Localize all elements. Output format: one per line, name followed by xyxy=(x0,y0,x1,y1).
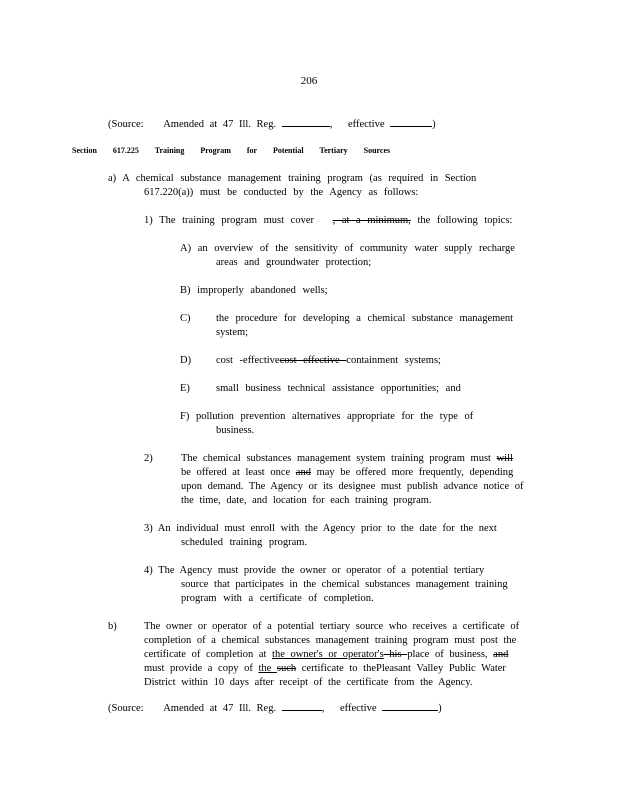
item-1 xyxy=(144,214,512,228)
source-prefix: (Source: xyxy=(108,703,144,714)
item-1-deleted: , at a minimum, xyxy=(332,215,411,226)
source-text: Amended at 47 Ill. Reg. xyxy=(163,703,277,714)
source-prefix: (Source: xyxy=(108,119,144,130)
para-b-line3 xyxy=(144,648,508,662)
item-D-new-text: cost -effective xyxy=(216,355,280,366)
item-B: B) improperly abandoned wells; xyxy=(180,285,328,296)
item-4-line3: program with a certificate of completion. xyxy=(181,593,374,604)
effective-blank xyxy=(382,700,438,711)
item-F-line2: business. xyxy=(216,425,255,436)
item-4-line2: source that participates in the chemical substances management training xyxy=(181,579,508,590)
para-b-deleted-and: and xyxy=(493,649,509,660)
source-note-bottom: (Source: Amended at 47 Ill. Reg. , effective ) xyxy=(108,700,442,716)
item-D-text: containment systems; xyxy=(346,355,441,366)
item-2-line3: upon demand. The Agency or its designee must publish advance notice of xyxy=(181,481,524,492)
item-A-line2: areas and groundwater protection; xyxy=(216,257,372,268)
item-2-deleted-and: and xyxy=(295,467,311,478)
source-effective: effective xyxy=(347,119,385,130)
item-C-line1: the procedure for developing a chemical substance management xyxy=(216,313,514,324)
item-2-text: may be offered more frequently, depending xyxy=(310,467,514,478)
item-A-line1: A) an overview of the sensitivity of community water supply recharge xyxy=(180,243,515,254)
para-b-inserted: the owner's or operator's xyxy=(272,649,384,660)
item-E: small business technical assistance opportunities; and xyxy=(216,383,461,394)
source-close: ) xyxy=(438,703,442,714)
item-2-line4: the time, date, and location for each training program. xyxy=(181,495,432,506)
item-4-line1: 4) The Agency must provide the owner or operator of a potential tertiary xyxy=(144,565,485,576)
source-note-top: (Source: Amended at 47 Ill. Reg. , effective ) xyxy=(108,116,436,132)
item-D xyxy=(216,354,441,368)
item-D-label: D) xyxy=(180,355,192,366)
source-text: Amended at 47 Ill. Reg. xyxy=(163,119,277,130)
para-b-line5: District within 10 days after receipt of the certificate from the Agency. xyxy=(144,677,473,688)
reg-blank xyxy=(282,700,322,711)
item-3-line1: 3) An individual must enroll with the Agency prior to the date for the next xyxy=(144,523,497,534)
para-b-text: certificate of completion at xyxy=(144,649,273,660)
item-2-label: 2) xyxy=(144,453,153,464)
source-close: ) xyxy=(432,119,436,130)
item-2-text: The chemical substances management system training program must xyxy=(181,453,497,464)
item-F-line1: F) pollution prevention alternatives appropriate for the type of xyxy=(180,411,474,422)
para-b-inserted-the: the xyxy=(258,663,277,674)
effective-blank xyxy=(390,116,432,127)
para-b-deleted-such: such xyxy=(276,663,297,674)
item-3-line2: scheduled training program. xyxy=(181,537,308,548)
section-heading: Section 617.225 Training Program for Potential Tertiary Sources xyxy=(72,146,391,155)
item-1-text: 1) The training program must cover xyxy=(144,215,314,226)
item-2-text: be offered at least once xyxy=(181,467,296,478)
page-number: 206 xyxy=(300,75,318,87)
para-a-line1: a) A chemical substance management training program (as required in Section xyxy=(108,173,477,184)
item-C-line2: system; xyxy=(216,327,249,338)
para-b-line4 xyxy=(144,662,506,676)
para-b-line1: The owner or operator of a potential tertiary source who receives a certificate of xyxy=(144,621,520,632)
para-b-text: place of business, xyxy=(407,649,494,660)
item-1-text-end: the following topics: xyxy=(410,215,513,226)
item-2-line2 xyxy=(181,466,513,480)
para-b-text: must provide a copy of xyxy=(144,663,259,674)
reg-blank xyxy=(282,116,330,127)
para-b-line2: completion of a chemical substances management training program must post the xyxy=(144,635,517,646)
item-2-deleted: will xyxy=(496,453,513,464)
para-a-line2: 617.220(a)) must be conducted by the Agency as follows: xyxy=(144,187,419,198)
item-C-label: C) xyxy=(180,313,191,324)
item-E-label: E) xyxy=(180,383,190,394)
para-b-deleted-his: his xyxy=(383,649,408,660)
para-b-label: b) xyxy=(108,621,117,632)
item-2-line1 xyxy=(181,452,513,466)
item-D-deleted: cost effective xyxy=(279,355,347,366)
source-effective: effective xyxy=(339,703,377,714)
para-b-text: certificate to thePleasant Valley Public Water xyxy=(296,663,506,674)
